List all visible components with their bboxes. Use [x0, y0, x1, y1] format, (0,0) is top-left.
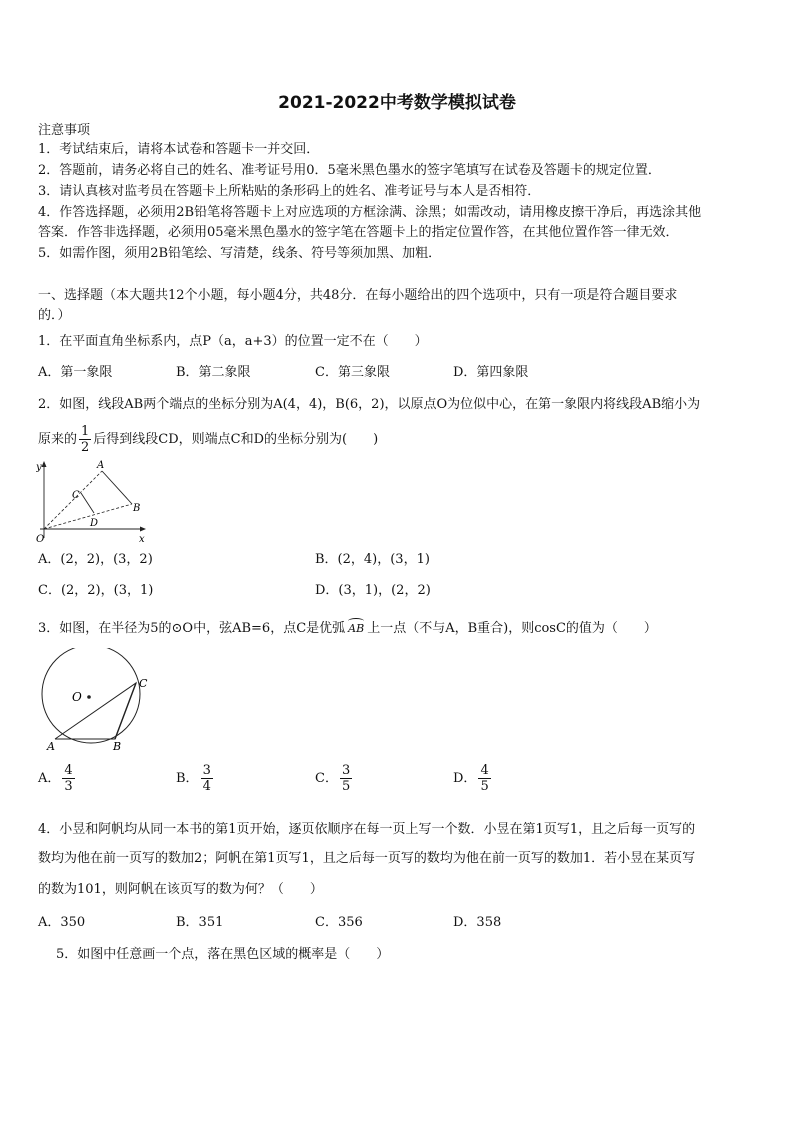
- q3-option-letter: C．: [315, 771, 338, 786]
- q4-option-b: B．351: [176, 915, 224, 930]
- q2-label-d: D: [90, 518, 99, 529]
- q3-center-dot: [87, 695, 91, 699]
- q3-option-den: 4: [202, 779, 211, 794]
- q3-option-num: 3: [202, 763, 211, 778]
- q2-frac-den: 2: [81, 440, 90, 455]
- q2-label-b: B: [133, 503, 141, 514]
- q2-frac-num: 1: [81, 424, 90, 439]
- q3-stem-post: 上一点（不与A，B重合)，则cosC的值为（ ）: [367, 621, 657, 636]
- q2-label-o: O: [36, 534, 45, 544]
- q2-dashed-ob: [44, 504, 132, 529]
- page-title: 2021-2022中考数学模拟试卷: [278, 93, 516, 113]
- section-heading-line1: 一、选择题（本大题共12个小题，每小题4分，共48分．在每小题给出的四个选项中，只有一项是符合题目要求: [38, 288, 678, 303]
- q4-option-c: C．356: [315, 915, 363, 930]
- q1-option-d: D．第四象限: [453, 365, 529, 380]
- q2-stem-line2: [38, 424, 378, 455]
- q3-option-frac: [62, 763, 74, 794]
- q2-x-arrow: [140, 527, 146, 532]
- q2-figure: [36, 458, 152, 544]
- q2-stem-post: 后得到线段CD，则端点C和D的坐标分别为( ): [93, 432, 379, 447]
- q3-option-d: [453, 763, 493, 794]
- q4-stem-line1: 4．小昱和阿帆均从同一本书的第1页开始，逐页依顺序在每一页上写一个数．小昱在第1页写1，且之后每一页写的: [38, 822, 696, 837]
- q2-label-y: y: [36, 462, 42, 473]
- q3-option-letter: D．: [453, 771, 477, 786]
- q3-option-num: 4: [64, 763, 73, 778]
- q5-stem: 5．如图中任意画一个点，落在黑色区域的概率是（ ）: [56, 947, 390, 962]
- q3-option-c: [315, 763, 354, 794]
- notice-item: 答案．作答非选择题，必须用05毫米黑色墨水的签字笔在答题卡上的指定位置作答，在其他位置作答一律无效．: [38, 225, 679, 240]
- q3-option-letter: B．: [176, 771, 199, 786]
- notice-item: 1．考试结束后，请将本试卷和答题卡一并交回．: [38, 142, 320, 157]
- q3-option-frac: [340, 763, 352, 794]
- q3-option-den: 5: [341, 779, 351, 794]
- q3-label-c: C: [139, 677, 148, 690]
- q3-arc-ab: [348, 620, 364, 638]
- q2-stem-line1: 2．如图，线段AB两个端点的坐标分别为A(4，4)，B(6，2)，以原点O为位似中心，在第一象限内将线段AB缩小为: [38, 397, 701, 412]
- q4-stem-line2: 数均为他在前一页写的数加2；阿帆在第1页写1，且之后每一页写的数均为他在前一页写的数加1．若小昱在某页写: [38, 851, 696, 866]
- q2-fraction: [79, 424, 91, 455]
- q2-label-x: x: [139, 534, 145, 544]
- q3-arc-label: AB: [348, 622, 365, 635]
- q2-stem-pre: 原来的: [38, 432, 78, 447]
- q4-stem-line3: 的数为101，则阿帆在该页写的数为何？（ ）: [38, 882, 323, 897]
- q3-segment-bc: [115, 683, 136, 739]
- q3-option-den: 3: [64, 779, 73, 794]
- q1-option-c: C．第三象限: [315, 365, 390, 380]
- q3-option-b: [176, 763, 215, 794]
- q3-option-frac: [478, 763, 490, 794]
- q3-option-num: 4: [480, 763, 489, 778]
- q2-option-b: B．(2，4)，(3，1): [315, 552, 430, 567]
- notice-item: 4．作答选择题，必须用2B铅笔将答题卡上对应选项的方框涂满、涂黑；如需改动，请用橡皮擦干净后，再选涂其他: [38, 205, 702, 220]
- q2-segment-ab: [102, 471, 132, 504]
- q3-stem-pre: 3．如图，在半径为5的⊙O中，弦AB=6，点C是优弧: [38, 621, 346, 636]
- q1-option-b: B．第二象限: [176, 365, 251, 380]
- q3-stem: [38, 620, 657, 638]
- q2-y-arrow: [42, 461, 47, 467]
- q2-option-a: A．(2，2)，(3，2): [38, 552, 153, 567]
- q2-label-a: A: [97, 460, 105, 471]
- q3-option-num: 3: [341, 763, 351, 778]
- q3-figure: [34, 648, 156, 754]
- q3-circle: [42, 648, 140, 743]
- q1-option-a: A．第一象限: [38, 365, 113, 380]
- q2-option-d: D．(3，1)，(2，2): [315, 583, 431, 598]
- q3-label-b: B: [113, 740, 122, 753]
- q3-label-o: O: [72, 690, 82, 704]
- q3-option-frac: [201, 763, 213, 794]
- q3-option-a: [38, 763, 77, 794]
- q2-option-c: C．(2，2)，(3，1): [38, 583, 154, 598]
- q2-label-c: C: [72, 490, 80, 501]
- q2-segment-cd: [81, 493, 94, 513]
- q3-label-a: A: [47, 740, 55, 753]
- q4-option-d: D．358: [453, 915, 502, 930]
- notice-item: 3．请认真核对监考员在答题卡上所粘贴的条形码上的姓名、准考证号与本人是否相符．: [38, 184, 541, 199]
- q3-arc-mark: [348, 618, 364, 624]
- notice-heading: 注意事项: [38, 123, 91, 138]
- q3-option-letter: A．: [38, 771, 61, 786]
- q4-option-a: A．350: [38, 915, 86, 930]
- q3-option-den: 5: [480, 779, 489, 794]
- notice-item: 2．答题前，请务必将自己的姓名、准考证号用0．5毫米黑色墨水的签字笔填写在试卷及答题卡的规定位置．: [38, 163, 661, 178]
- q1-stem: 1．在平面直角坐标系内，点P（a，a+3）的位置一定不在（ ）: [38, 334, 428, 349]
- section-heading-line2: 的．）: [38, 308, 71, 323]
- notice-item: 5．如需作图，须用2B铅笔绘、写清楚，线条、符号等须加黑、加粗．: [38, 246, 442, 261]
